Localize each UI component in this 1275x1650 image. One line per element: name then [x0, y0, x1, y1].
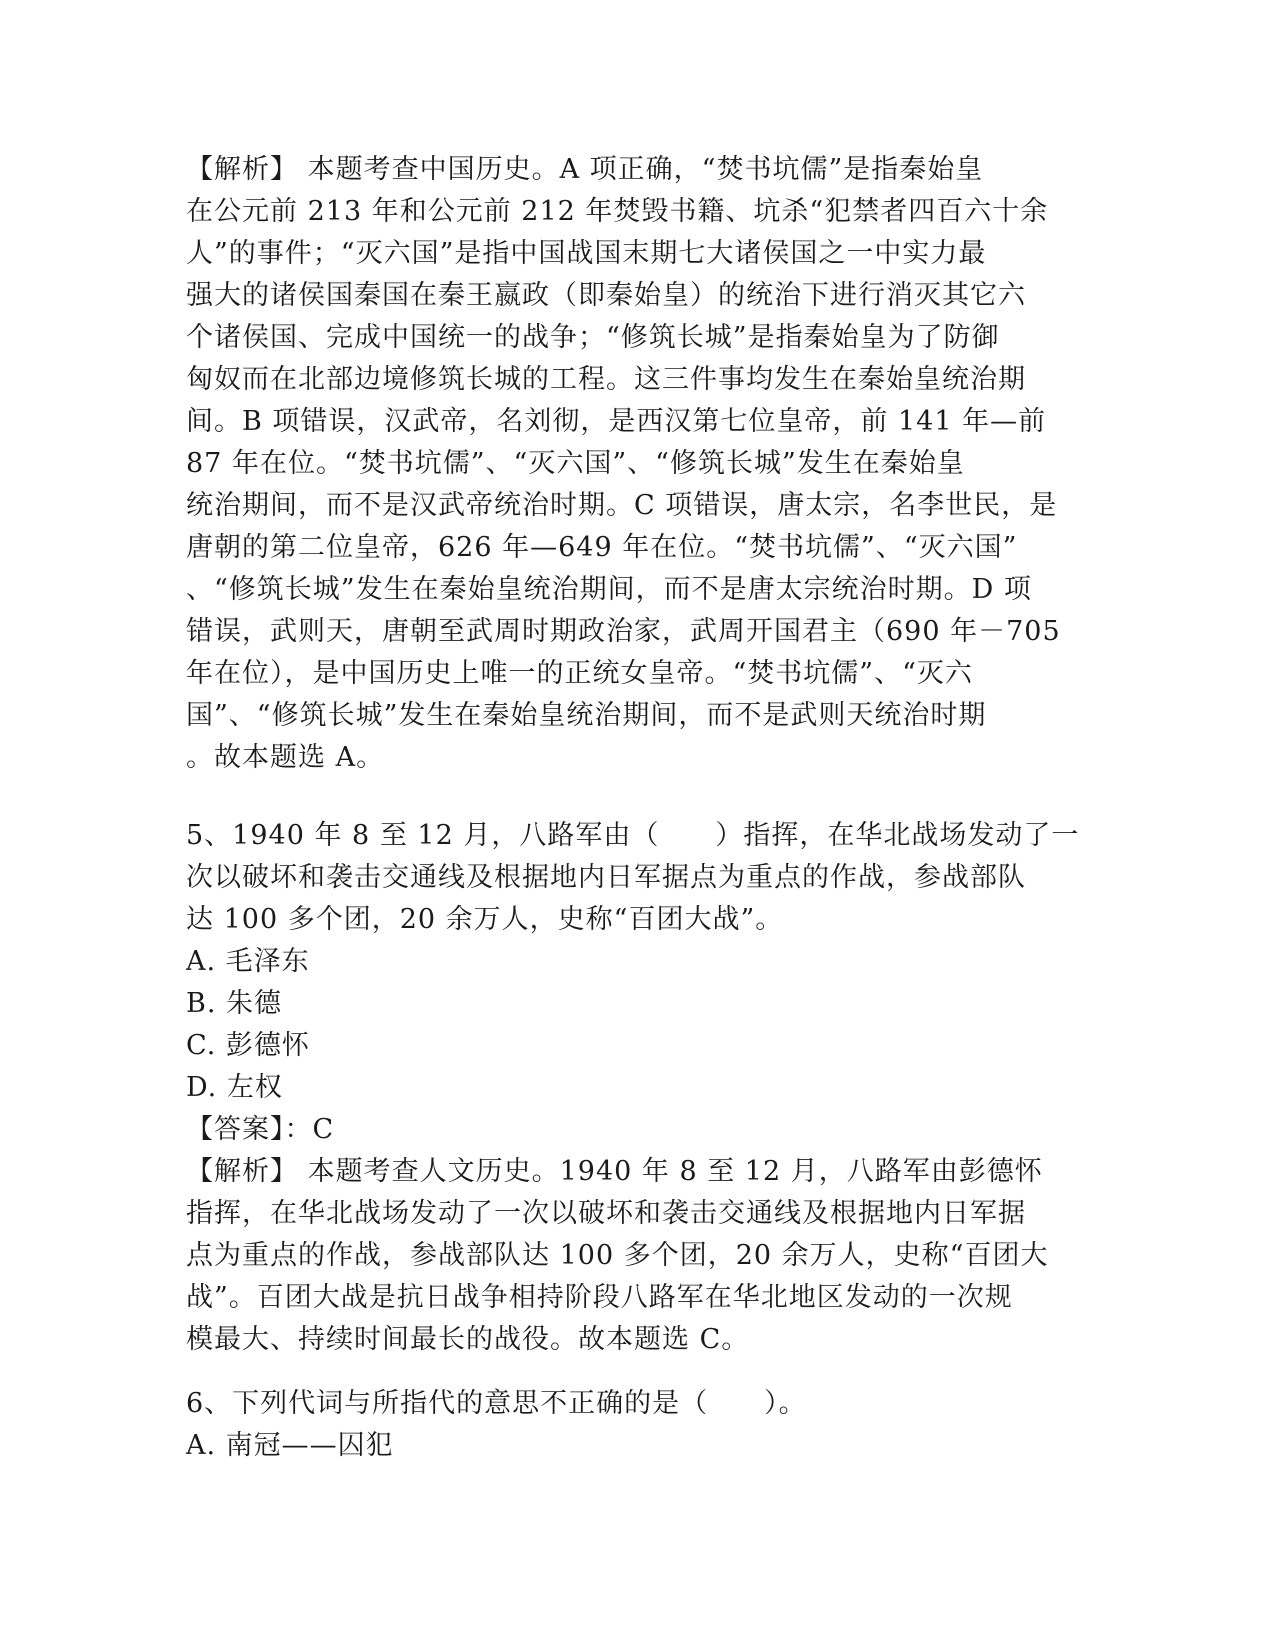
option-b: B. 朱德: [186, 988, 283, 1019]
text-line: 在公元前 213 年和公元前 212 年焚毁书籍、坑杀“犯禁者四百六十余: [186, 196, 1049, 227]
question-stem-line: 6、下列代词与所指代的意思不正确的是（ ）。: [186, 1388, 807, 1419]
question-stem-line: 次以破坏和袭击交通线及根据地内日军据点为重点的作战，参战部队: [186, 862, 1026, 893]
option-a: A. 毛泽东: [186, 946, 310, 977]
option-a: A. 南冠——囚犯: [186, 1430, 394, 1461]
explanation-line: 模最大、持续时间最长的战役。故本题选 C。: [186, 1324, 750, 1355]
explanation-q4: [186, 149, 1086, 779]
text-line: 错误，武则天，唐朝至武周时期政治家，武周开国君主（690 年－705: [186, 616, 1061, 647]
text-line: 统治期间，而不是汉武帝统治时期。C 项错误，唐太宗，名李世民，是: [186, 490, 1058, 521]
explanation-line: 【解析】 本题考查人文历史。1940 年 8 至 12 月，八路军由彭德怀: [186, 1156, 1043, 1187]
option-c: C. 彭德怀: [186, 1030, 310, 1061]
text-line: 人”的事件；“灭六国”是指中国战国末期七大诸侯国之一中实力最: [186, 238, 987, 269]
question-stem-line: 5、1940 年 8 至 12 月，八路军由（ ）指挥，在华北战场发动了一: [186, 820, 1080, 851]
text-line: 个诸侯国、完成中国统一的战争；“修筑长城”是指秦始皇为了防御: [186, 322, 1000, 353]
text-line: 。故本题选 A。: [186, 742, 385, 773]
text-line: 匈奴而在北部边境修筑长城的工程。这三件事均发生在秦始皇统治期: [186, 364, 1026, 395]
text-line: 年在位），是中国历史上唯一的正统女皇帝。“焚书坑儒”、“灭六: [186, 658, 973, 689]
explanation-line: 点为重点的作战，参战部队达 100 多个团，20 余万人，史称“百团大: [186, 1240, 1049, 1271]
option-d: D. 左权: [186, 1072, 283, 1103]
question-stem-line: 达 100 多个团，20 余万人，史称“百团大战”。: [186, 904, 784, 935]
text-line: 、“修筑长城”发生在秦始皇统治期间，而不是唐太宗统治时期。D 项: [186, 574, 1032, 605]
text-line: 【解析】 本题考查中国历史。A 项正确，“焚书坑儒”是指秦始皇: [186, 154, 984, 185]
text-line: 国”、“修筑长城”发生在秦始皇统治期间，而不是武则天统治时期: [186, 700, 987, 731]
explanation-line: 指挥，在华北战场发动了一次以破坏和袭击交通线及根据地内日军据: [186, 1198, 1026, 1229]
question-6: [186, 1383, 1086, 1467]
text-line: 87 年在位。“焚书坑儒”、“灭六国”、“修筑长城”发生在秦始皇: [186, 448, 965, 479]
text-line: 间。B 项错误，汉武帝，名刘彻，是西汉第七位皇帝，前 141 年—前: [186, 406, 1047, 437]
text-line: 唐朝的第二位皇帝，626 年—649 年在位。“焚书坑儒”、“灭六国”: [186, 532, 1018, 563]
question-5: [186, 815, 1086, 1361]
text-line: 强大的诸侯国秦国在秦王嬴政（即秦始皇）的统治下进行消灭其它六: [186, 280, 1026, 311]
answer-line: 【答案】：C: [186, 1114, 335, 1145]
explanation-line: 战”。百团大战是抗日战争相持阶段八路军在华北地区发动的一次规: [186, 1282, 1013, 1313]
